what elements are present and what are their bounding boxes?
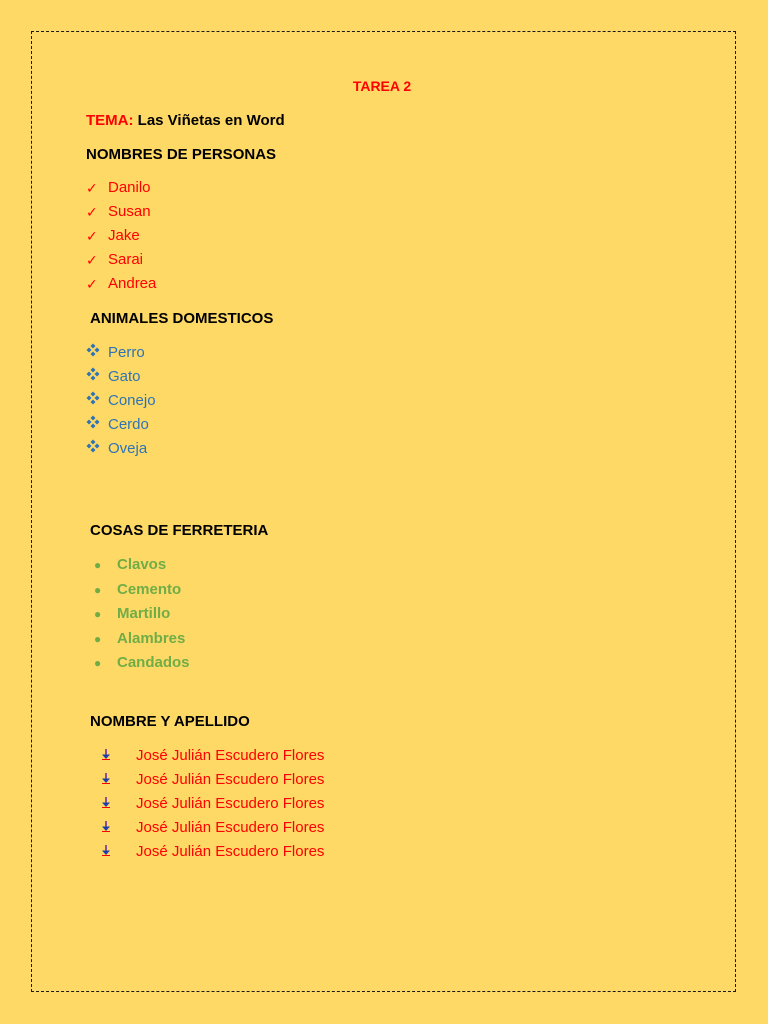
heading-animales: ANIMALES DOMESTICOS: [90, 310, 274, 327]
four-diamond-icon: [86, 341, 108, 365]
dot-icon: ●: [94, 656, 102, 671]
list-item: [100, 768, 324, 792]
list-item: [86, 578, 190, 603]
list-item: [86, 437, 156, 461]
list-item: [86, 176, 156, 200]
dot-icon: ●: [94, 582, 102, 597]
list-item-label: José Julián Escudero Flores: [136, 819, 325, 836]
list-nombre: [100, 744, 324, 864]
list-item-label: Andrea: [108, 275, 157, 292]
list-ferreteria: [86, 553, 190, 676]
list-item-label: Cerdo: [108, 416, 149, 433]
list-item: [100, 792, 324, 816]
list-personas: [86, 176, 156, 296]
list-item: [86, 627, 190, 652]
dot-icon: ●: [94, 631, 102, 646]
four-diamond-icon: [86, 413, 108, 437]
list-item-label: Susan: [108, 203, 151, 220]
list-animales: [86, 341, 156, 461]
list-item-label: José Julián Escudero Flores: [136, 747, 325, 764]
list-item-label: Danilo: [108, 179, 151, 196]
list-item-label: Jake: [108, 227, 140, 244]
heading-nombre: NOMBRE Y APELLIDO: [90, 713, 250, 730]
heading-personas: NOMBRES DE PERSONAS: [86, 146, 277, 163]
tema-text: Las Viñetas en Word: [133, 112, 285, 129]
list-item: [86, 248, 156, 272]
check-mark-icon: ✓: [86, 276, 98, 292]
check-mark-icon: ✓: [86, 228, 98, 244]
four-diamond-icon: [86, 437, 108, 461]
list-item: [86, 651, 190, 676]
list-item: [86, 200, 156, 224]
down-arrow-icon: [100, 768, 136, 792]
dot-icon: ●: [94, 607, 102, 622]
list-item: [86, 389, 156, 413]
list-item: [86, 365, 156, 389]
document-title: TAREA 2: [352, 78, 412, 94]
check-mark-icon: ✓: [86, 180, 98, 196]
tema-label: TEMA: [86, 112, 129, 129]
list-item: [86, 272, 156, 296]
list-item: [100, 840, 324, 864]
list-item-label: José Julián Escudero Flores: [136, 771, 325, 788]
list-item-label: Oveja: [108, 440, 148, 457]
list-item-label: Perro: [108, 344, 145, 361]
tema-separator: :: [128, 112, 134, 129]
list-item-label: Gato: [108, 368, 141, 385]
down-arrow-icon: [100, 816, 136, 840]
list-item: [86, 602, 190, 627]
tema-line: [86, 112, 285, 129]
heading-ferreteria: COSAS DE FERRETERIA: [90, 522, 269, 539]
four-diamond-icon: [86, 389, 108, 413]
down-arrow-icon: [100, 840, 136, 864]
list-item-label: Cemento: [117, 580, 182, 598]
down-arrow-icon: [100, 792, 136, 816]
list-item-label: Sarai: [108, 251, 144, 268]
list-item-label: Martillo: [117, 605, 171, 623]
list-item: [100, 744, 324, 768]
list-item-label: Conejo: [108, 392, 156, 409]
list-item-label: Alambres: [117, 629, 186, 647]
list-item: [86, 413, 156, 437]
check-mark-icon: ✓: [86, 204, 98, 220]
four-diamond-icon: [86, 365, 108, 389]
dot-icon: ●: [94, 558, 102, 572]
list-item: [86, 341, 156, 365]
list-item: [100, 816, 324, 840]
list-item-label: Clavos: [117, 556, 167, 573]
list-item: [86, 224, 156, 248]
list-item-label: Candados: [117, 654, 190, 672]
list-item-label: José Julián Escudero Flores: [136, 795, 325, 812]
list-item: [86, 553, 190, 578]
check-mark-icon: ✓: [86, 252, 98, 268]
list-item-label: José Julián Escudero Flores: [136, 843, 325, 860]
down-arrow-icon: [100, 744, 136, 768]
